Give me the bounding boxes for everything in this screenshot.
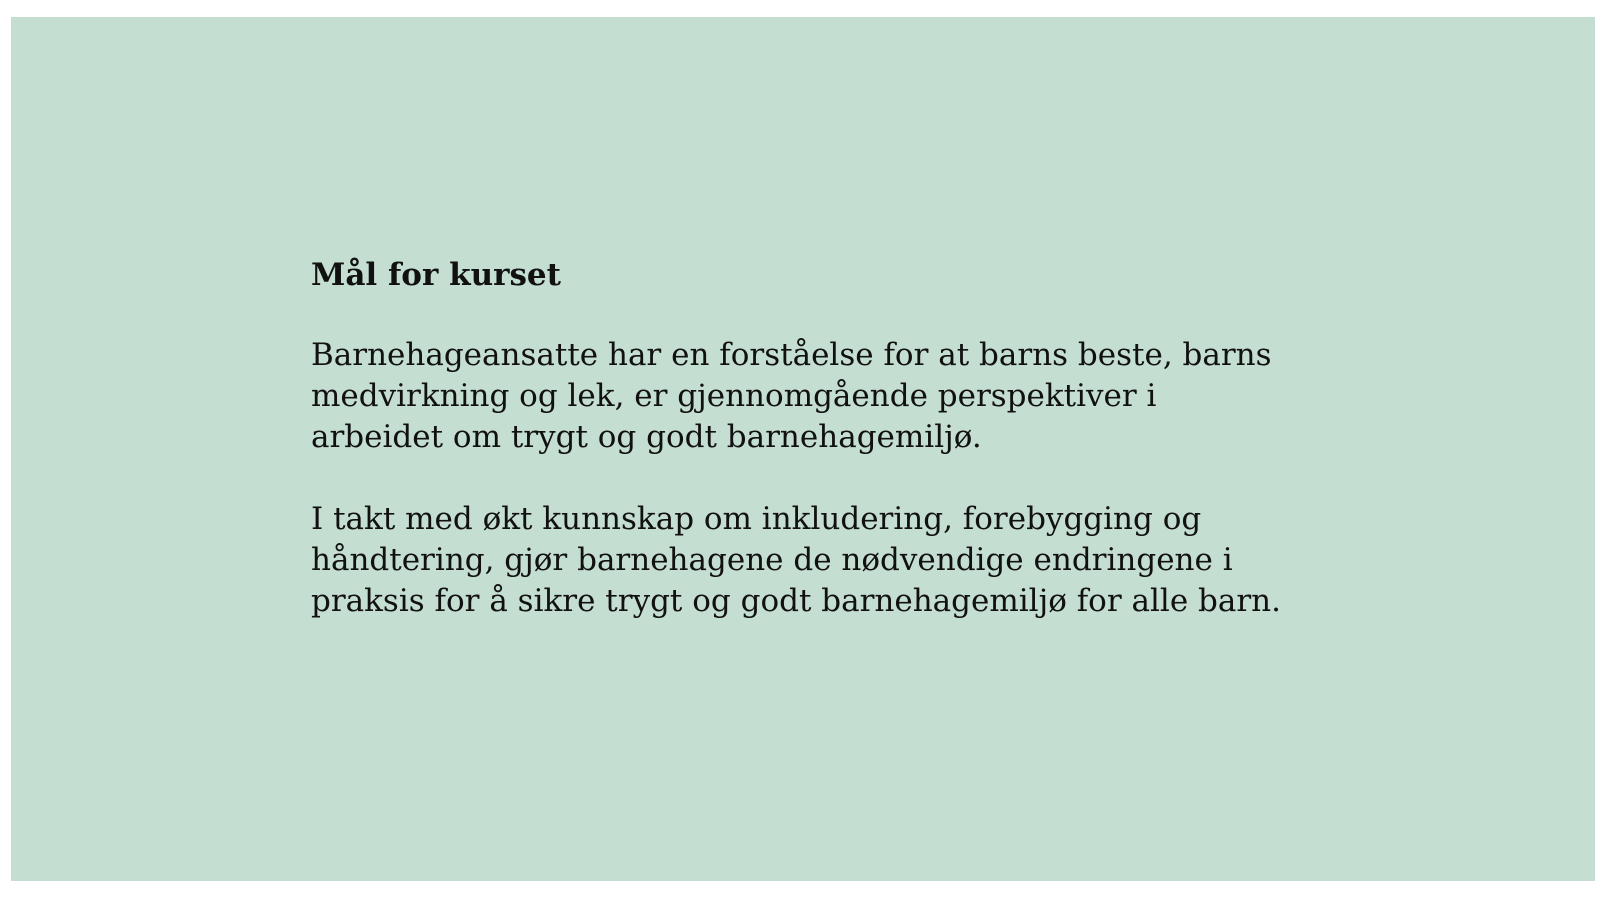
slide-content [311, 255, 1291, 663]
slide-heading: Mål for kurset [311, 257, 561, 293]
slide [11, 17, 1595, 881]
goal-paragraph-1: Barnehageansatte har en forståelse for at barns beste, barns medvirkning og lek, er gjennomgående perspektiver i arbeidet om trygt og godt barnehagemiljø. [311, 337, 1272, 455]
goal-paragraph-2: I takt med økt kunnskap om inkludering, forebygging og håndtering, gjør barnehagene de nødvendige endringene i praksis for å sikre trygt og godt barnehagemiljø for alle barn. [311, 501, 1281, 619]
